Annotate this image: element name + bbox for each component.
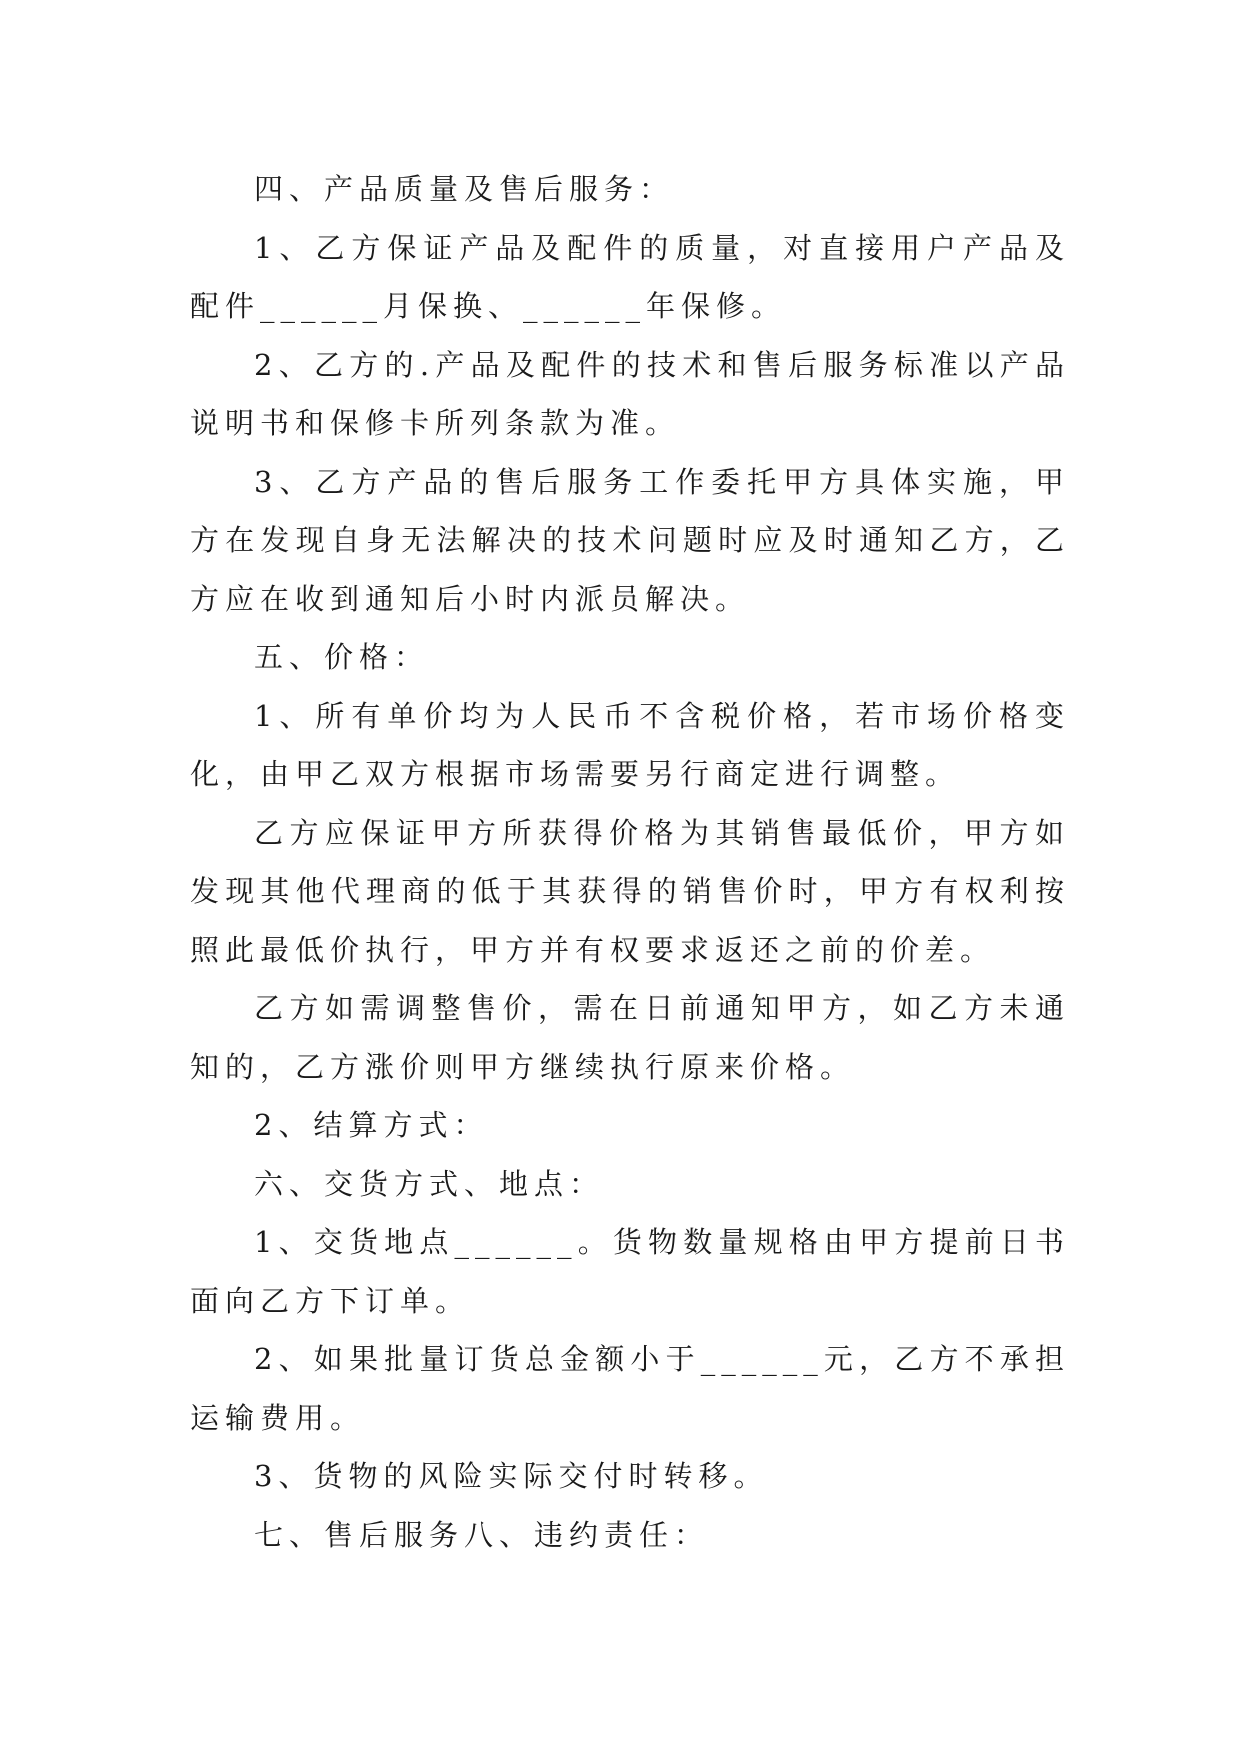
paragraph-risk-transfer: 3、货物的风险实际交付时转移。 (254, 1459, 769, 1493)
section-heading-quality: 四、产品质量及售后服务： (254, 172, 675, 206)
paragraph-price-adjustment: 乙方如需调整售价，需在日前通知甲方，如乙方未通知的，乙方涨价则甲方继续执行原来价格。 (190, 991, 1070, 1084)
paragraph-quality-warranty: 1、乙方保证产品及配件的质量，对直接用户产品及配件______月保换、______年保修。 (190, 230, 1070, 323)
paragraph-lowest-price: 乙方应保证甲方所获得价格为其销售最低价，甲方如发现其他代理商的低于其获得的销售价时，甲方有权利按照此最低价执行，甲方并有权要求返还之前的价差。 (190, 815, 1070, 967)
section-heading-price: 五、价格： (254, 640, 430, 674)
paragraph-shipping-cost: 2、如果批量订货总金额小于______元，乙方不承担运输费用。 (190, 1342, 1070, 1435)
paragraph-delivery-location: 1、交货地点______。货物数量规格由甲方提前日书面向乙方下订单。 (190, 1225, 1070, 1318)
document-body (190, 160, 1070, 1564)
section-heading-delivery: 六、交货方式、地点： (254, 1166, 605, 1201)
paragraph-price-currency: 1、所有单价均为人民币不含税价格，若市场价格变化，由甲乙双方根据市场需要另行商定进行调整。 (190, 698, 1070, 791)
section-heading-service-liability: 七、售后服务八、违约责任： (254, 1517, 710, 1552)
paragraph-service-standard: 2、乙方的.产品及配件的技术和售后服务标准以产品说明书和保修卡所列条款为准。 (190, 347, 1070, 440)
paragraph-service-delegation: 3、乙方产品的售后服务工作委托甲方具体实施，甲方在发现自身无法解决的技术问题时应及时通知乙方，乙方应在收到通知后小时内派员解决。 (190, 464, 1070, 616)
paragraph-settlement: 2、结算方式： (254, 1108, 489, 1142)
